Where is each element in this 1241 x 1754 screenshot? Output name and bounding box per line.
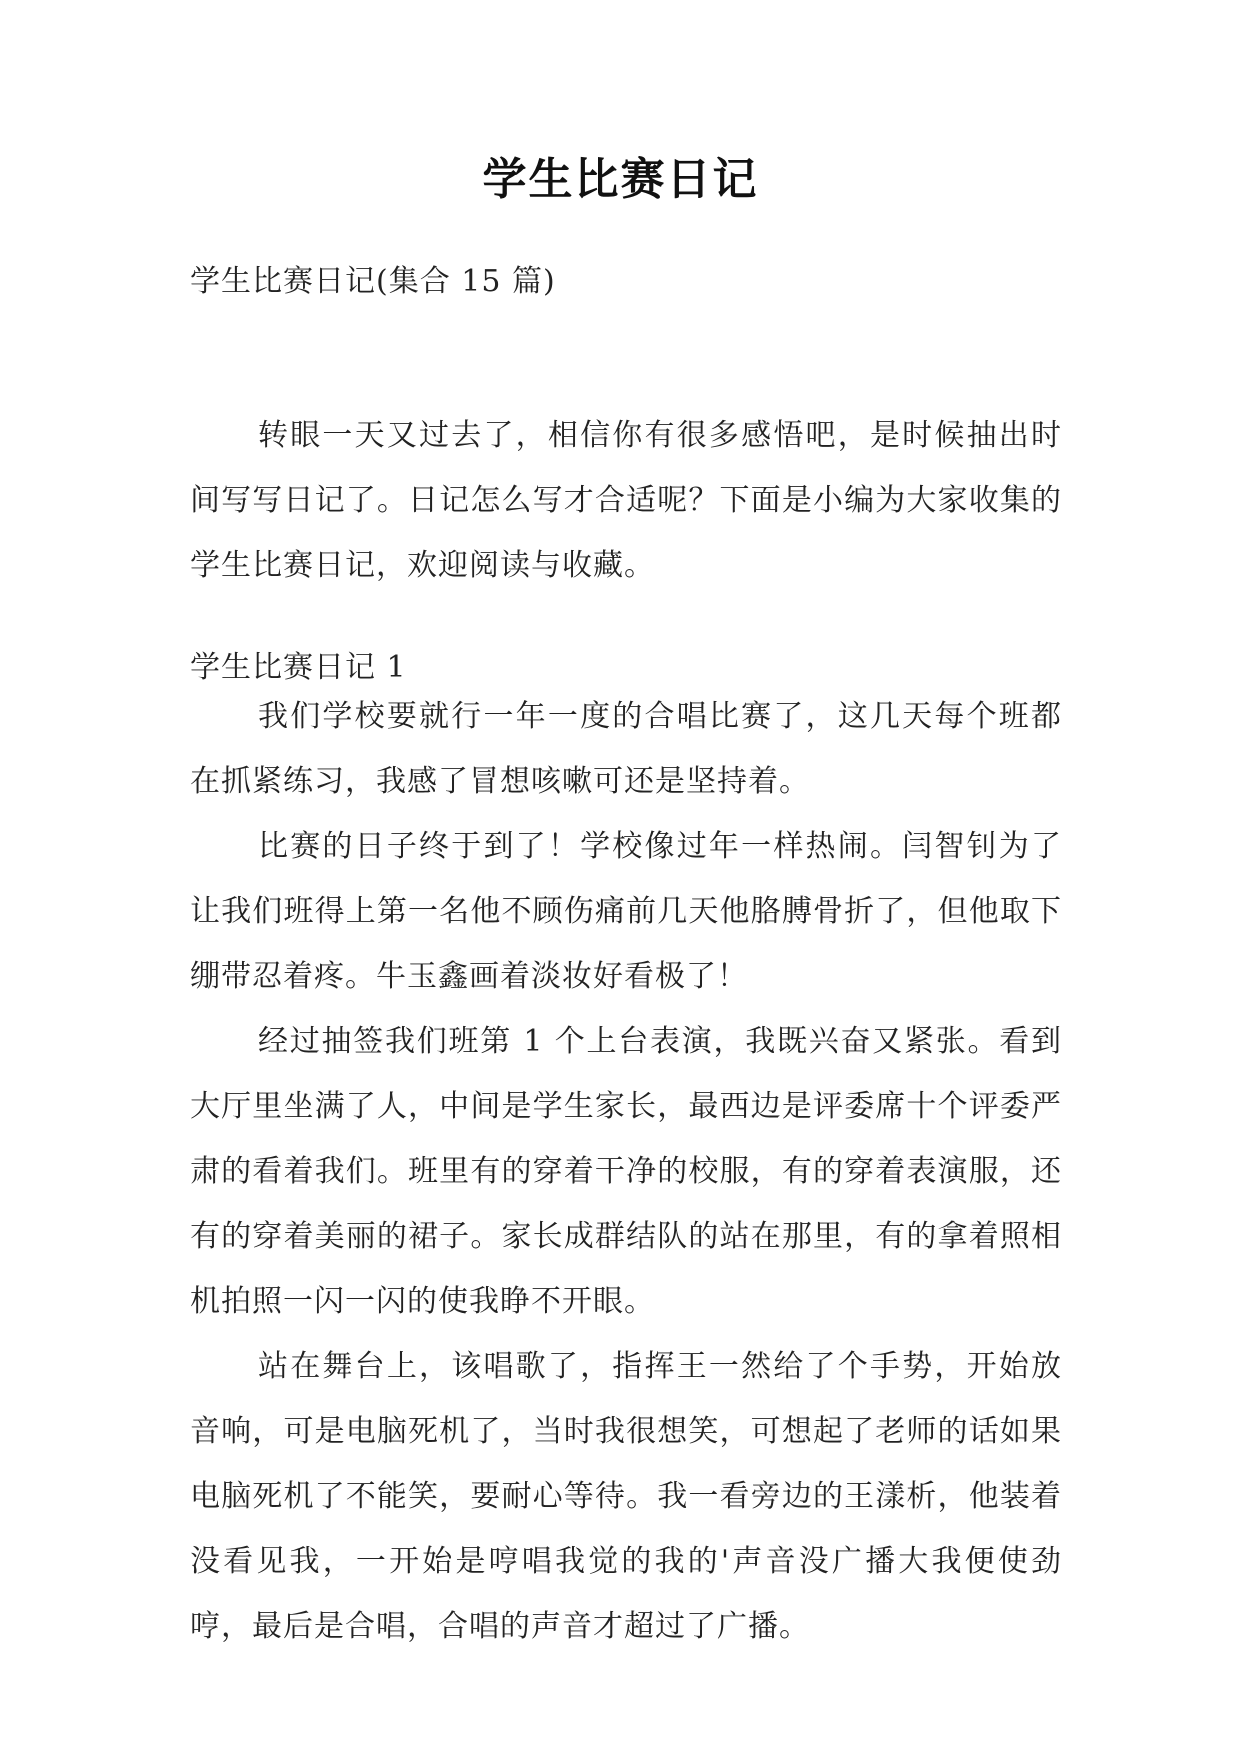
document-title: 学生比赛日记	[482, 154, 759, 205]
paragraph-3: 经过抽签我们班第 1 个上台表演，我既兴奋又紧张。看到大厅里坐满了人，中间是学生家长，最西边是评委席十个评委严肃的看着我们。班里有的穿着干净的校服，有的穿着表演服，还有的穿着美丽的裙子。家长成群结队的站在那里，有的拿着照相机拍照一闪一闪的使我睁不开眼。	[190, 1024, 1062, 1319]
diary-body	[190, 684, 1062, 1659]
intro-paragraph: 转眼一天又过去了，相信你有很多感悟吧，是时候抽出时间写写日记了。日记怎么写才合适呢？下面是小编为大家收集的学生比赛日记，欢迎阅读与收藏。	[190, 418, 1062, 583]
document-subtitle: 学生比赛日记(集合 15 篇)	[190, 264, 556, 299]
intro-block	[190, 403, 1062, 598]
paragraph-1: 我们学校要就行一年一度的合唱比赛了，这几天每个班都在抓紧练习，我感了冒想咳嗽可还是坚持着。	[190, 699, 1062, 799]
paragraph-2: 比赛的日子终于到了！学校像过年一样热闹。闫智钊为了让我们班得上第一名他不顾伤痛前几天他胳膊骨折了，但他取下绷带忍着疼。牛玉鑫画着淡妆好看极了！	[190, 829, 1062, 994]
section-heading: 学生比赛日记 1	[190, 650, 407, 685]
paragraph-4: 站在舞台上，该唱歌了，指挥王一然给了个手势，开始放音响，可是电脑死机了，当时我很想笑，可想起了老师的话如果电脑死机了不能笑，要耐心等待。我一看旁边的王漾析，他装着没看见我，一开始是哼唱我觉的我的'声音没广播大我便使劲哼，最后是合唱，合唱的声音才超过了广播。	[190, 1349, 1062, 1644]
